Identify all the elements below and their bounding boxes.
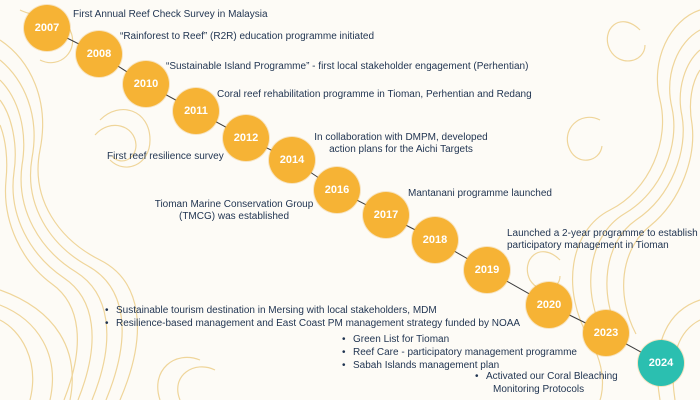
milestone-2016-text [148, 199, 320, 223]
year-node-2017: 2017 [363, 192, 409, 238]
year-node-2018: 2018 [412, 217, 458, 263]
list-item: • Sustainable tourism destination in Mersing with local stakeholders, MDM [105, 304, 520, 317]
milestone-2024-line-1: • Activated our Coral Bleaching [486, 371, 618, 382]
milestone-2016-line-1: Tioman Marine Conservation Group [154, 199, 314, 210]
year-node-2019: 2019 [464, 247, 510, 293]
milestone-2011-text: Coral reef rehabilitation programme in Tioman, Perhentian and Redang [217, 89, 532, 100]
milestone-2016-line-2: (TMCG) was established [178, 211, 290, 222]
milestone-2020-list [105, 304, 520, 330]
milestone-2019-line-1: Launched a 2-year programme to establish [507, 228, 698, 239]
year-node-2012: 2012 [223, 115, 269, 161]
list-item [475, 370, 618, 396]
milestone-2010-text: “Sustainable Island Programme” - first local stakeholder engagement (Perhentian) [166, 61, 529, 72]
year-node-2023: 2023 [583, 310, 629, 356]
year-node-2011: 2011 [173, 88, 219, 134]
year-node-2007: 2007 [24, 5, 70, 51]
milestone-2023-list [342, 333, 577, 372]
milestone-2024-list [475, 370, 618, 396]
milestone-2014-line-2: action plans for the Aichi Targets [329, 144, 473, 155]
milestone-2019-text [507, 228, 698, 252]
milestone-2019-line-2: participatory management in Tioman [507, 240, 669, 251]
milestone-2007-text: First Annual Reef Check Survey in Malaysia [73, 9, 268, 20]
milestone-2014-text [306, 132, 496, 156]
year-node-2010: 2010 [123, 61, 169, 107]
list-item: • Reef Care - participatory management programme [342, 346, 577, 359]
year-node-2008: 2008 [76, 31, 122, 77]
milestone-2017-text: Mantanani programme launched [408, 188, 552, 199]
year-node-2020: 2020 [526, 282, 572, 328]
milestone-2008-text: “Rainforest to Reef” (R2R) education programme initiated [120, 31, 374, 42]
milestone-2014-line-1: In collaboration with DMPM, developed [314, 132, 488, 143]
milestone-2012-text: First reef resilience survey [107, 151, 224, 162]
list-item: • Resilience-based management and East Coast PM management strategy funded by NOAA [105, 317, 520, 330]
list-item: • Sabah Islands management plan [342, 359, 577, 372]
year-node-2024: 2024 [638, 340, 684, 386]
milestone-2024-line-2: Monitoring Protocols [493, 384, 585, 395]
year-node-2014: 2014 [269, 137, 315, 183]
year-node-2016: 2016 [314, 167, 360, 213]
list-item: • Green List for Tioman [342, 333, 577, 346]
